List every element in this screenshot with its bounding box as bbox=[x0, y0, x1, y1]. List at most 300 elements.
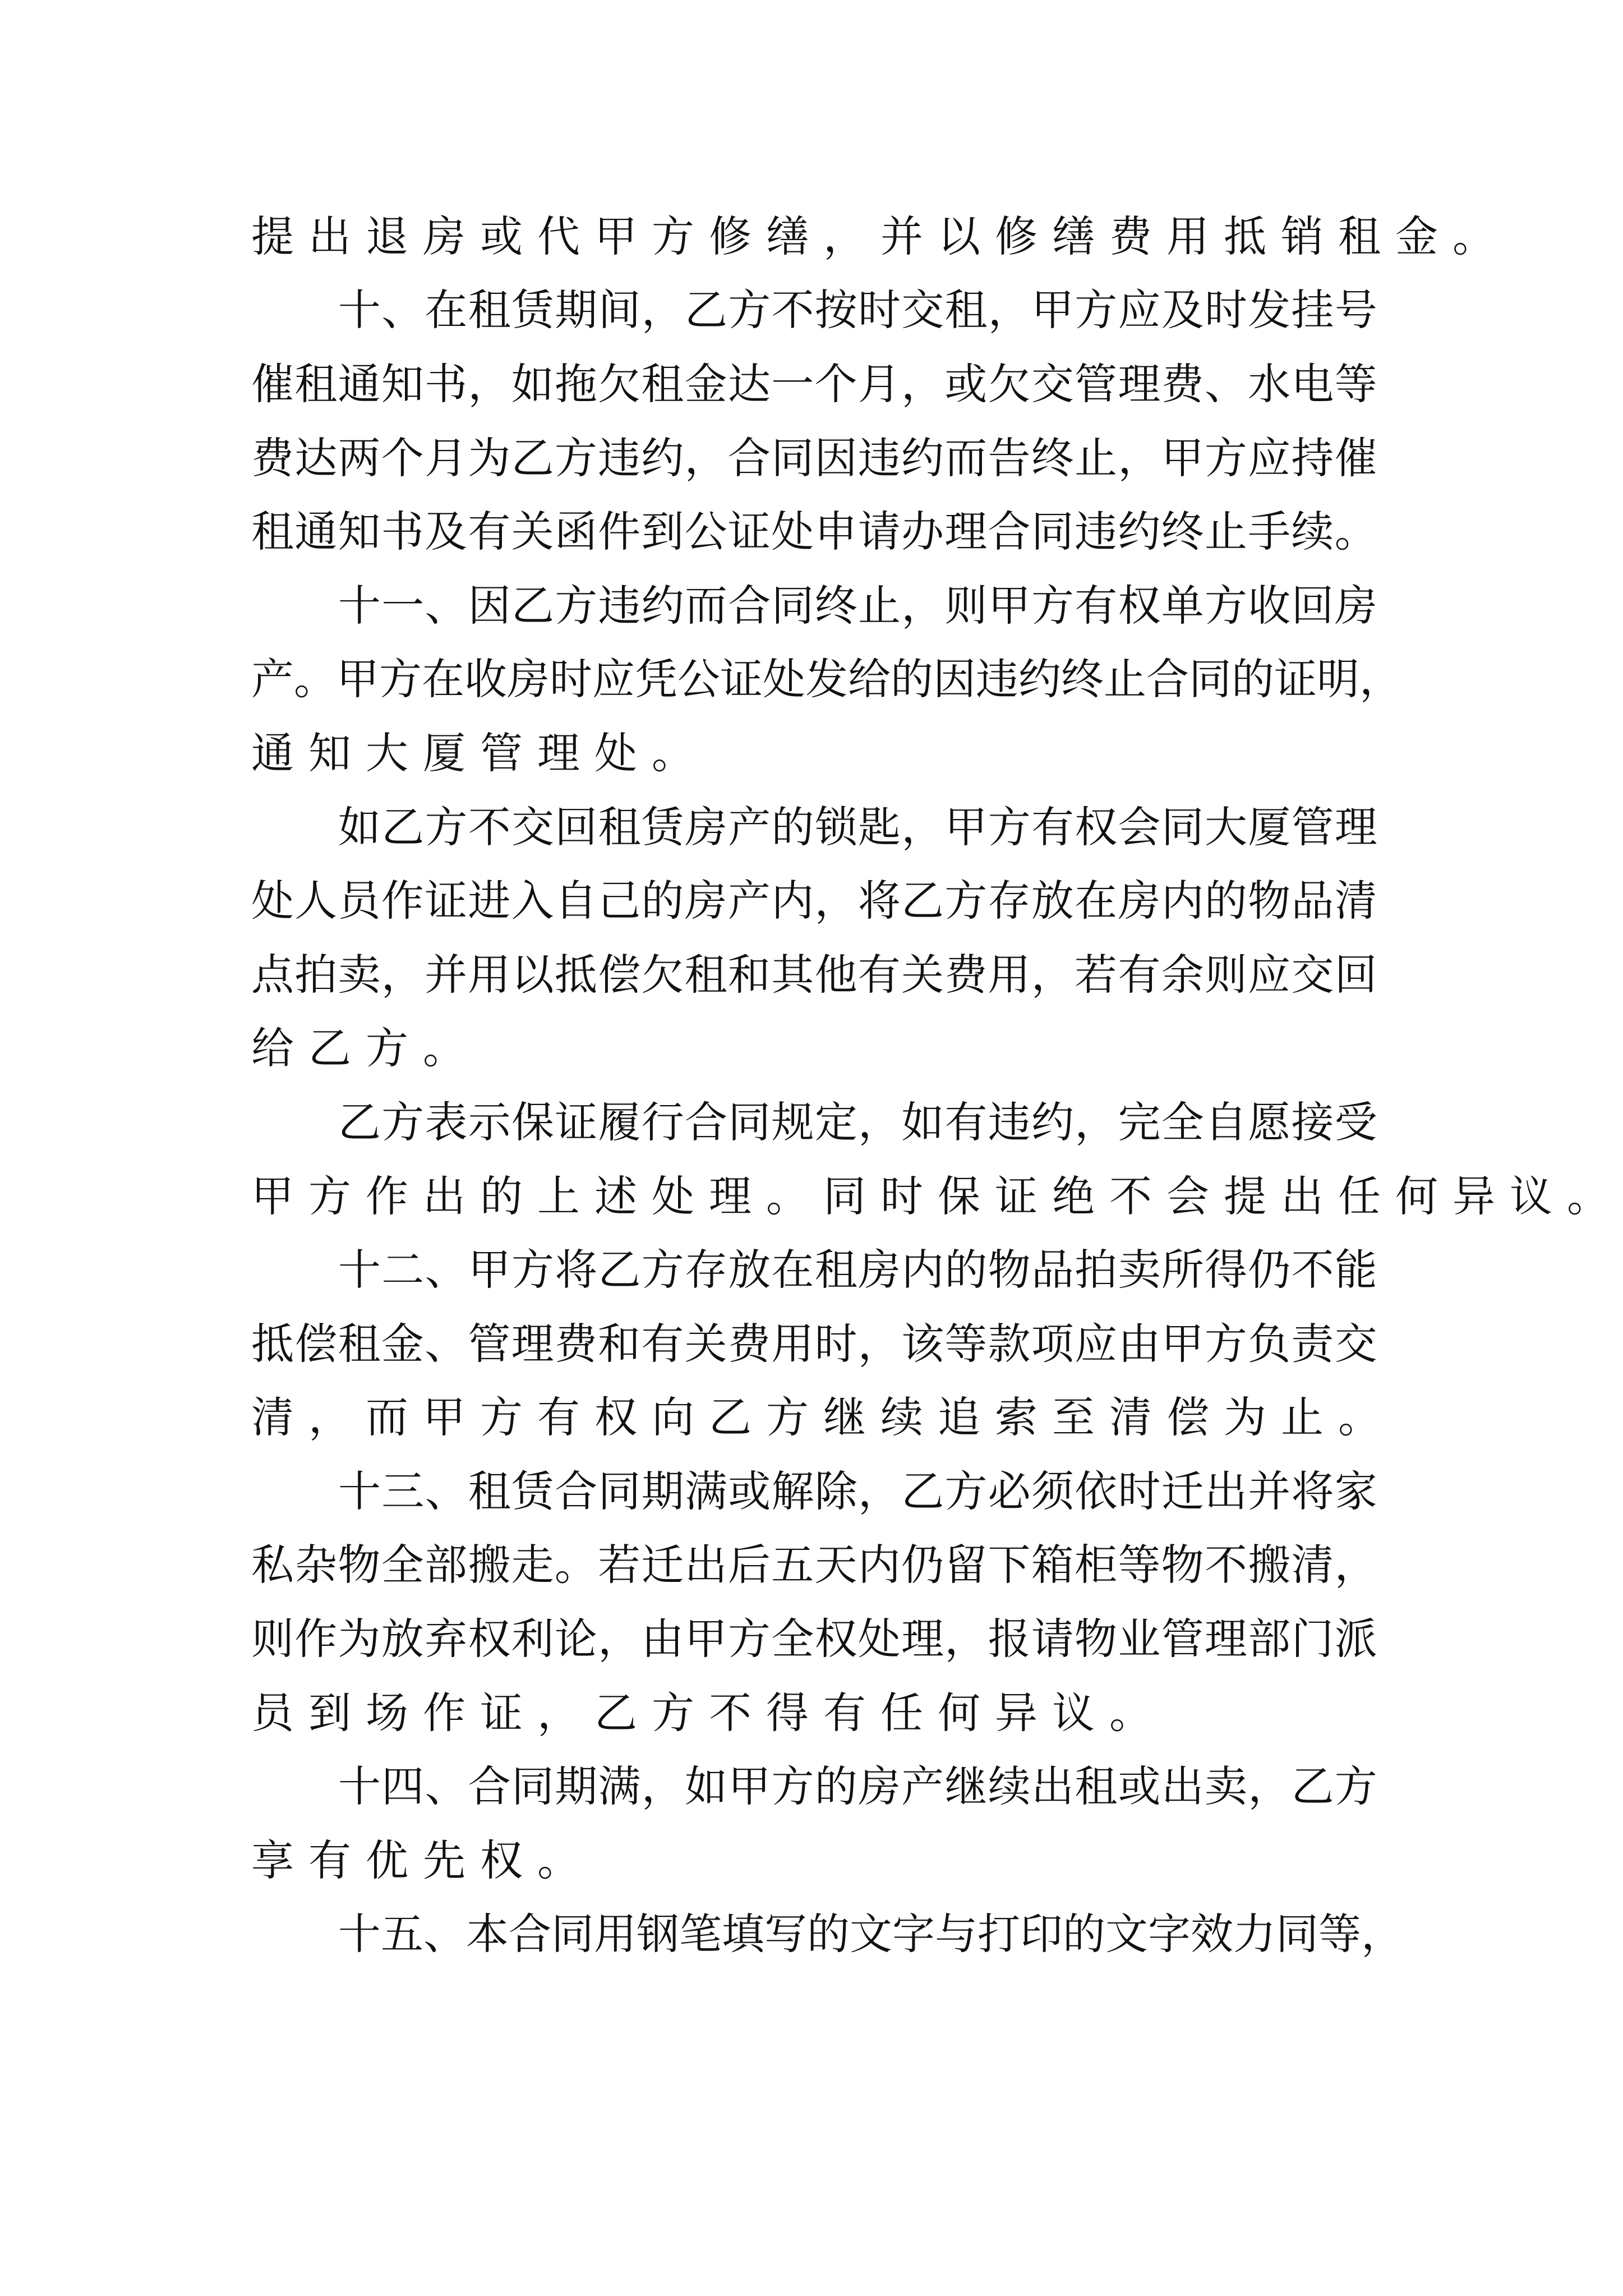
text-char: 手 bbox=[1248, 507, 1291, 557]
text-char: 则 bbox=[944, 580, 988, 631]
text-char: 或 bbox=[944, 358, 988, 409]
text-char: 接 bbox=[1291, 1097, 1334, 1147]
text-char: 则 bbox=[251, 1614, 294, 1664]
text-char: 乙 bbox=[381, 802, 425, 852]
text-char: 方 bbox=[1204, 432, 1247, 483]
text-char: 会 bbox=[1166, 1171, 1209, 1221]
text-char: 甲 bbox=[988, 580, 1031, 631]
text-char: 同 bbox=[1276, 1909, 1318, 1959]
text-char: ， bbox=[1361, 1909, 1404, 1959]
text-char: 方 bbox=[766, 1392, 809, 1443]
text-char: 物 bbox=[1075, 1614, 1118, 1664]
text-char: 权 bbox=[480, 1835, 523, 1885]
text-char: 以 bbox=[511, 949, 554, 1000]
text-char: 时 bbox=[1205, 285, 1247, 335]
text-char: 如 bbox=[685, 1761, 727, 1812]
text-char: 上 bbox=[537, 1171, 580, 1221]
text-char: ， bbox=[381, 949, 424, 1000]
text-line bbox=[251, 200, 1495, 274]
text-char: 关 bbox=[511, 507, 554, 557]
text-char: 违 bbox=[598, 432, 641, 483]
text-char: 约 bbox=[641, 580, 684, 631]
text-char: 十 bbox=[338, 1466, 381, 1516]
text-char: 达 bbox=[727, 358, 771, 409]
text-char: 本 bbox=[466, 1909, 509, 1959]
text-char: 关 bbox=[684, 1318, 727, 1369]
text-char: 回 bbox=[1334, 949, 1377, 1000]
text-char: 租 bbox=[294, 358, 338, 409]
text-char: 点 bbox=[251, 949, 294, 1000]
text-line bbox=[251, 1012, 1377, 1086]
text-char: 四 bbox=[381, 1761, 425, 1812]
text-char: 作 bbox=[381, 876, 424, 926]
text-char: 不 bbox=[1204, 1540, 1247, 1590]
text-char: 述 bbox=[594, 1171, 637, 1221]
text-char: 若 bbox=[598, 1540, 641, 1590]
text-char: 乙 bbox=[1291, 1761, 1334, 1812]
text-char: 负 bbox=[1248, 1318, 1291, 1369]
text-char: 金 bbox=[1395, 211, 1438, 261]
text-char: 回 bbox=[1291, 580, 1334, 631]
text-char: 应 bbox=[1075, 1318, 1118, 1369]
text-char: 达 bbox=[294, 432, 338, 483]
text-char: 全 bbox=[771, 1614, 814, 1664]
text-char: 告 bbox=[988, 432, 1031, 483]
text-char: 甲 bbox=[1031, 285, 1074, 335]
text-char: ， bbox=[1359, 654, 1402, 705]
text-char: 有 bbox=[857, 949, 901, 1000]
text-char: 方 bbox=[1031, 580, 1074, 631]
text-char: 合 bbox=[509, 1909, 551, 1959]
text-char: 应 bbox=[1118, 285, 1161, 335]
text-char: 房 bbox=[423, 211, 465, 261]
text-char: 产 bbox=[728, 802, 771, 852]
text-char: 优 bbox=[366, 1835, 408, 1885]
text-char: 乙 bbox=[511, 432, 554, 483]
text-char: 若 bbox=[1075, 949, 1118, 1000]
text-char: 处 bbox=[594, 728, 637, 778]
text-char: 产 bbox=[727, 876, 771, 926]
text-char: 甲 bbox=[423, 1392, 465, 1443]
text-line bbox=[251, 790, 1377, 864]
text-char: 赁 bbox=[641, 802, 684, 852]
text-line bbox=[251, 643, 1402, 717]
text-char: 同 bbox=[1031, 507, 1074, 557]
text-char: 交 bbox=[1031, 358, 1074, 409]
text-char: 在 bbox=[422, 654, 464, 705]
text-char: 并 bbox=[425, 949, 468, 1000]
text-char: 因 bbox=[468, 580, 511, 631]
text-char: 的 bbox=[1063, 1909, 1105, 1959]
text-char: 留 bbox=[944, 1540, 988, 1590]
text-char: 知 bbox=[338, 507, 381, 557]
text-char: 证 bbox=[1274, 654, 1317, 705]
text-char: ， bbox=[944, 1614, 988, 1664]
text-char: 管 bbox=[468, 1318, 511, 1369]
text-char: 续 bbox=[988, 1761, 1031, 1812]
text-char: 款 bbox=[988, 1318, 1031, 1369]
text-char: 乙 bbox=[709, 1392, 751, 1443]
text-line bbox=[251, 1898, 1404, 1972]
text-char: 通 bbox=[251, 728, 294, 778]
text-char: 的 bbox=[944, 1245, 988, 1295]
text-char: 、 bbox=[425, 1466, 468, 1516]
text-char: 理 bbox=[1118, 358, 1161, 409]
text-char: 有 bbox=[468, 507, 511, 557]
text-char: 文 bbox=[850, 1909, 892, 1959]
text-char: 请 bbox=[857, 507, 901, 557]
text-char: 有 bbox=[944, 1097, 988, 1147]
text-char: 清 bbox=[1291, 1540, 1334, 1590]
text-char: ， bbox=[1075, 1097, 1118, 1147]
text-char: 的 bbox=[1232, 654, 1274, 705]
text-char: 续 bbox=[1291, 507, 1334, 557]
text-char: 卖 bbox=[338, 949, 381, 1000]
text-char: 余 bbox=[1161, 949, 1204, 1000]
text-char: 理 bbox=[901, 1614, 944, 1664]
text-char: 为 bbox=[468, 432, 511, 483]
text-char: 提 bbox=[1224, 1171, 1266, 1221]
text-line bbox=[251, 1455, 1377, 1529]
text-char: 不 bbox=[1109, 1171, 1152, 1221]
text-char: 方 bbox=[425, 802, 468, 852]
text-char: 证 bbox=[555, 1097, 598, 1147]
text-char: 一 bbox=[381, 580, 425, 631]
text-char: 及 bbox=[1161, 285, 1204, 335]
text-char: 偿 bbox=[598, 949, 641, 1000]
text-char: 须 bbox=[1031, 1466, 1074, 1516]
text-char: 的 bbox=[1204, 876, 1247, 926]
text-char: 会 bbox=[1118, 802, 1161, 852]
text-char: 电 bbox=[1291, 358, 1334, 409]
text-char: 方 bbox=[652, 211, 694, 261]
text-char: 期 bbox=[555, 285, 598, 335]
text-char: 乙 bbox=[338, 1097, 381, 1147]
text-line bbox=[251, 1159, 1610, 1234]
text-char: 如 bbox=[901, 1097, 944, 1147]
text-char: 申 bbox=[814, 507, 857, 557]
text-char: 止 bbox=[1204, 507, 1247, 557]
text-char: 不 bbox=[709, 1687, 751, 1738]
text-char: 除 bbox=[814, 1466, 857, 1516]
text-char: 方 bbox=[1334, 1761, 1377, 1812]
text-char: 五 bbox=[381, 1909, 423, 1959]
text-char: 方 bbox=[1204, 1318, 1247, 1369]
text-char: 赁 bbox=[511, 285, 554, 335]
text-char: 个 bbox=[381, 432, 424, 483]
text-char: 违 bbox=[976, 654, 1018, 705]
text-char: 出 bbox=[684, 1540, 727, 1590]
text-char: 的 bbox=[771, 802, 814, 852]
text-char: 终 bbox=[1161, 507, 1204, 557]
text-char: 继 bbox=[823, 1392, 866, 1443]
text-char: 杂 bbox=[294, 1540, 338, 1590]
text-char: 至 bbox=[1052, 1392, 1095, 1443]
text-char: 绝 bbox=[1052, 1171, 1095, 1221]
text-char: 满 bbox=[685, 1466, 727, 1516]
text-char: 在 bbox=[425, 285, 468, 335]
text-char: 下 bbox=[988, 1540, 1031, 1590]
text-char: 交 bbox=[1334, 1318, 1377, 1369]
text-char: 厦 bbox=[423, 728, 465, 778]
text-char: 自 bbox=[1205, 1097, 1247, 1147]
text-char: 时 bbox=[1118, 1466, 1161, 1516]
text-char: 自 bbox=[554, 876, 597, 926]
text-char: 同 bbox=[823, 1171, 866, 1221]
text-char: ， bbox=[1118, 432, 1161, 483]
text-char: 文 bbox=[1105, 1909, 1148, 1959]
text-char: 费 bbox=[251, 432, 294, 483]
text-char: 品 bbox=[1291, 876, 1334, 926]
text-char: 因 bbox=[933, 654, 976, 705]
text-char: 的 bbox=[807, 1909, 850, 1959]
text-char: 合 bbox=[685, 1097, 727, 1147]
text-char: 方 bbox=[641, 1245, 684, 1295]
text-char: 不 bbox=[468, 802, 511, 852]
text-char: 同 bbox=[1161, 802, 1204, 852]
text-char: 搬 bbox=[1248, 1540, 1291, 1590]
text-char: 销 bbox=[1281, 211, 1324, 261]
text-char: 通 bbox=[294, 507, 338, 557]
text-char: 交 bbox=[511, 802, 554, 852]
text-char: 、 bbox=[1204, 358, 1247, 409]
text-char: 租 bbox=[944, 285, 988, 335]
text-char: 迁 bbox=[641, 1540, 684, 1590]
text-char: 违 bbox=[988, 1097, 1031, 1147]
text-char: 房 bbox=[1334, 580, 1377, 631]
text-char: 出 bbox=[1161, 1761, 1204, 1812]
text-char: 、 bbox=[425, 1761, 468, 1812]
text-char: 合 bbox=[728, 580, 771, 631]
text-char: 租 bbox=[251, 507, 294, 557]
text-char: 字 bbox=[1148, 1909, 1191, 1959]
text-char: 终 bbox=[1061, 654, 1104, 705]
text-char: 、 bbox=[425, 1245, 468, 1295]
text-char: 费 bbox=[554, 1318, 597, 1369]
text-char: 方 bbox=[944, 1466, 988, 1516]
text-char: 理 bbox=[944, 507, 988, 557]
text-char: ， bbox=[901, 358, 944, 409]
text-char: 函 bbox=[554, 507, 597, 557]
text-char: 全 bbox=[1161, 1097, 1204, 1147]
text-char: 房 bbox=[858, 1761, 901, 1812]
text-char: 论 bbox=[554, 1614, 597, 1664]
text-char: 甲 bbox=[1161, 432, 1204, 483]
text-char: 代 bbox=[537, 211, 580, 261]
text-char: 理 bbox=[511, 1318, 554, 1369]
text-char: 公 bbox=[684, 507, 727, 557]
text-line bbox=[251, 1824, 1377, 1898]
text-char: 字 bbox=[892, 1909, 935, 1959]
text-char: 处 bbox=[251, 876, 294, 926]
text-char: 不 bbox=[1291, 1245, 1334, 1295]
text-char: 将 bbox=[1291, 1466, 1334, 1516]
text-char: 知 bbox=[381, 358, 424, 409]
text-char: 出 bbox=[423, 1171, 465, 1221]
text-line bbox=[251, 1307, 1377, 1381]
text-char: 。 bbox=[1338, 1392, 1381, 1443]
text-char: 十 bbox=[338, 285, 381, 335]
text-char: 。 bbox=[423, 1023, 465, 1074]
text-char: 十 bbox=[338, 1761, 381, 1812]
text-char: 证 bbox=[720, 654, 763, 705]
text-char: 力 bbox=[1233, 1909, 1276, 1959]
text-char: 与 bbox=[935, 1909, 978, 1959]
text-char: ， bbox=[1031, 949, 1074, 1000]
text-char: 房 bbox=[685, 802, 727, 852]
text-char: 方 bbox=[554, 432, 597, 483]
text-char: 知 bbox=[308, 728, 351, 778]
text-char: 索 bbox=[995, 1392, 1038, 1443]
text-char: 拍 bbox=[294, 949, 338, 1000]
text-char: 乙 bbox=[308, 1023, 351, 1074]
text-char: 费 bbox=[1109, 211, 1152, 261]
text-char: 一 bbox=[771, 358, 814, 409]
text-char: 合 bbox=[727, 432, 771, 483]
text-char: 满 bbox=[598, 1761, 641, 1812]
text-char: 有 bbox=[641, 1318, 684, 1369]
text-char: 的 bbox=[641, 876, 684, 926]
text-char: 持 bbox=[1291, 432, 1334, 483]
text-char: 甲 bbox=[684, 1614, 727, 1664]
text-char: 续 bbox=[880, 1392, 923, 1443]
text-char: 清 bbox=[1334, 876, 1377, 926]
text-char: 放 bbox=[381, 1614, 424, 1664]
text-line bbox=[251, 864, 1377, 938]
text-char: 存 bbox=[988, 876, 1031, 926]
text-char: 欠 bbox=[641, 949, 684, 1000]
text-char: 合 bbox=[1146, 654, 1189, 705]
text-char: 方 bbox=[555, 580, 598, 631]
text-char: 到 bbox=[308, 1687, 351, 1738]
text-char: 放 bbox=[1031, 876, 1074, 926]
text-char: 时 bbox=[880, 1171, 923, 1221]
text-char: 全 bbox=[381, 1540, 424, 1590]
text-line bbox=[251, 495, 1377, 569]
text-char: 方 bbox=[381, 1097, 425, 1147]
text-char: 或 bbox=[1118, 1761, 1161, 1812]
text-char: 物 bbox=[1161, 1540, 1204, 1590]
text-char: 等 bbox=[1334, 358, 1377, 409]
text-char: 定 bbox=[814, 1097, 857, 1147]
text-char: 赁 bbox=[511, 1466, 554, 1516]
text-char: 甲 bbox=[594, 211, 637, 261]
text-line bbox=[251, 1529, 1377, 1603]
text-char: 解 bbox=[771, 1466, 814, 1516]
text-char: 同 bbox=[598, 1466, 641, 1516]
text-char: 拖 bbox=[554, 358, 597, 409]
text-char: 放 bbox=[728, 1245, 771, 1295]
text-char: 发 bbox=[1248, 285, 1291, 335]
text-char: 五 bbox=[771, 1540, 814, 1590]
text-char: 同 bbox=[771, 580, 814, 631]
text-char: 不 bbox=[771, 285, 814, 335]
text-char: 给 bbox=[251, 1023, 294, 1074]
text-char: 租 bbox=[338, 1318, 381, 1369]
text-char: 迁 bbox=[1161, 1466, 1204, 1516]
text-char: 方 bbox=[1075, 285, 1118, 335]
text-char: 处 bbox=[763, 654, 805, 705]
text-char: 通 bbox=[338, 358, 381, 409]
text-line bbox=[251, 347, 1377, 421]
text-char: 内 bbox=[901, 1245, 944, 1295]
text-char: 则 bbox=[1204, 949, 1247, 1000]
text-char: 产 bbox=[901, 1761, 944, 1812]
text-char: 时 bbox=[550, 654, 592, 705]
text-char: 管 bbox=[480, 728, 523, 778]
text-char: 。 bbox=[1567, 1171, 1610, 1221]
text-char: 私 bbox=[251, 1540, 294, 1590]
text-char: 偿 bbox=[1166, 1392, 1209, 1443]
text-char: 和 bbox=[727, 949, 771, 1000]
text-char: 异 bbox=[1453, 1171, 1495, 1221]
text-char: 必 bbox=[988, 1466, 1031, 1516]
text-char: 应 bbox=[1248, 949, 1291, 1000]
text-char: 依 bbox=[1075, 1466, 1118, 1516]
text-char: 部 bbox=[425, 1540, 468, 1590]
text-char: 。 bbox=[652, 728, 694, 778]
text-char: 、 bbox=[425, 1318, 468, 1369]
text-char: 后 bbox=[727, 1540, 771, 1590]
text-char: 缮 bbox=[1052, 211, 1095, 261]
text-char: 内 bbox=[1161, 876, 1204, 926]
text-char: 方 bbox=[652, 1687, 694, 1738]
text-char: 报 bbox=[988, 1614, 1031, 1664]
text-char: 写 bbox=[764, 1909, 807, 1959]
text-char: 出 bbox=[308, 211, 351, 261]
text-char: 先 bbox=[423, 1835, 465, 1885]
text-char: 约 bbox=[1031, 1097, 1074, 1147]
text-char: 用 bbox=[988, 949, 1031, 1000]
text-char: 为 bbox=[338, 1614, 381, 1664]
text-char: 期 bbox=[555, 1761, 598, 1812]
text-char: 到 bbox=[641, 507, 684, 557]
text-char: 二 bbox=[381, 1245, 425, 1295]
text-char: 个 bbox=[814, 358, 857, 409]
text-char: ， bbox=[901, 802, 944, 852]
text-char: ， bbox=[823, 211, 866, 261]
text-char: 享 bbox=[251, 1835, 294, 1885]
text-char: 等 bbox=[944, 1318, 988, 1369]
text-char: 单 bbox=[1161, 580, 1204, 631]
text-char: 甲 bbox=[251, 1171, 294, 1221]
text-char: 收 bbox=[1248, 580, 1291, 631]
text-char: 内 bbox=[771, 876, 814, 926]
text-char: 十 bbox=[338, 580, 381, 631]
text-char: 而 bbox=[944, 432, 988, 483]
text-char: 己 bbox=[598, 876, 641, 926]
text-line bbox=[251, 274, 1377, 348]
text-char: ， bbox=[684, 432, 727, 483]
text-char: ， bbox=[308, 1392, 351, 1443]
text-char: 有 bbox=[537, 1392, 580, 1443]
text-char: 卖 bbox=[1205, 1761, 1247, 1812]
text-line bbox=[251, 1676, 1377, 1750]
text-char: 终 bbox=[1031, 432, 1074, 483]
text-char: 抵 bbox=[251, 1318, 294, 1369]
text-char: 的 bbox=[891, 654, 933, 705]
text-char: 保 bbox=[938, 1171, 980, 1221]
text-char: 间 bbox=[598, 285, 641, 335]
text-char: 仍 bbox=[1248, 1245, 1291, 1295]
text-char: 凭 bbox=[635, 654, 677, 705]
text-char: 理 bbox=[1334, 802, 1377, 852]
text-char: 期 bbox=[641, 1466, 684, 1516]
text-char: 件 bbox=[598, 507, 641, 557]
text-char: ， bbox=[468, 358, 511, 409]
text-char: 责 bbox=[1291, 1318, 1334, 1369]
text-char: 租 bbox=[684, 949, 727, 1000]
